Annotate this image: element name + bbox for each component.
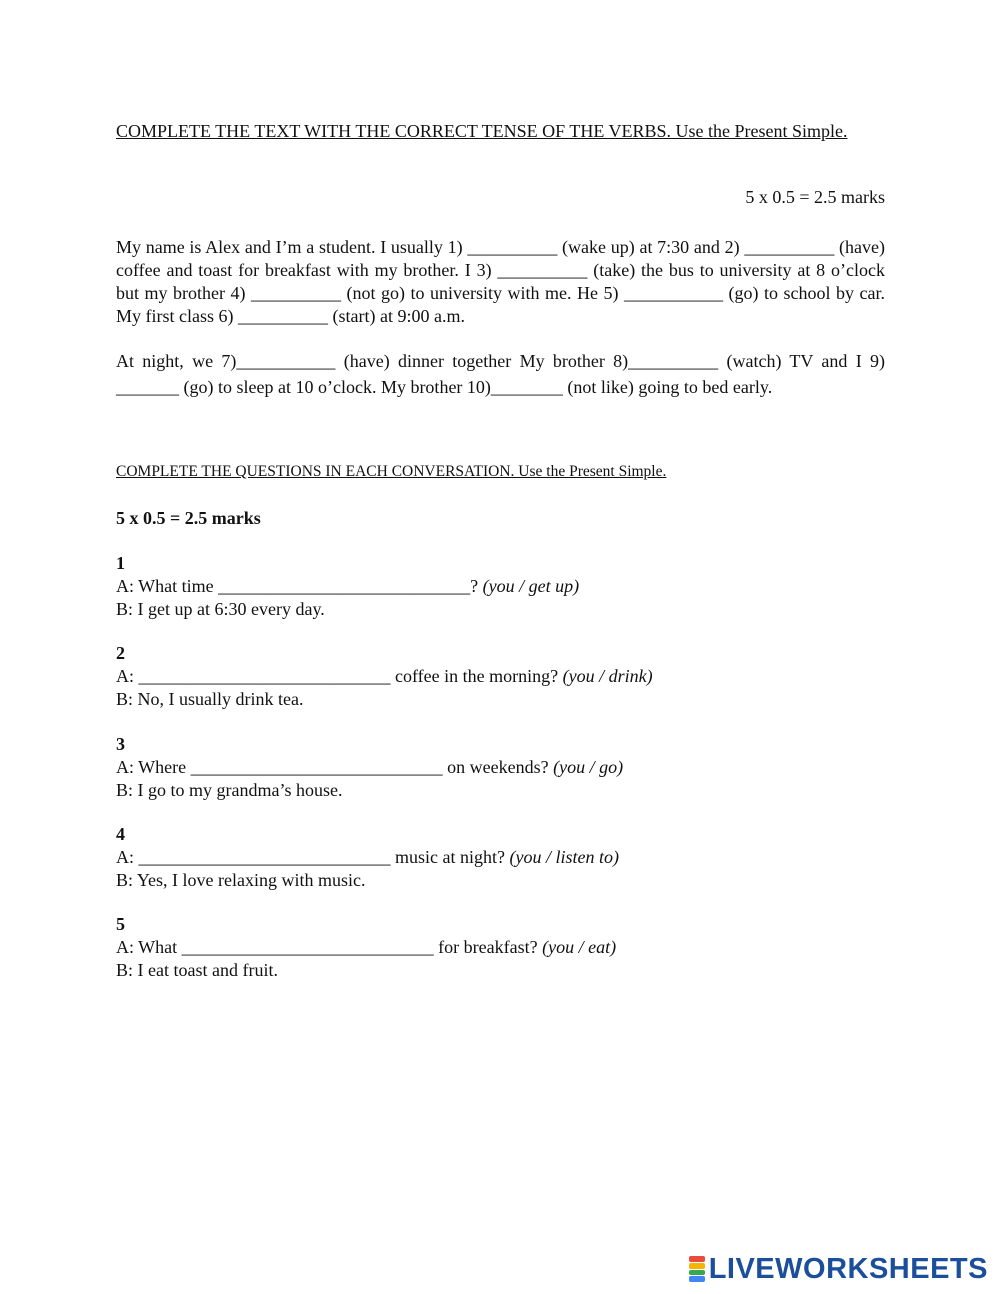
question-line-a [116, 846, 886, 869]
section1-title: COMPLETE THE TEXT WITH THE CORRECT TENSE OF THE VERBS. Use the Present Simple. [116, 121, 848, 141]
question-hint: (you / drink) [562, 666, 653, 686]
question-3 [116, 733, 886, 802]
question-line-b: B: I go to my grandma’s house. [116, 780, 343, 800]
question-a-text: A: ____________________________ music at night? [116, 847, 505, 867]
question-1 [116, 552, 886, 621]
question-line-a [116, 756, 886, 779]
section1-paragraph-1: My name is Alex and I’m a student. I usually 1) __________ (wake up) at 7:30 and 2) __________ (have) coffee and toast for breakfast with my brother. I 3) __________ (take) the bus to university at 8 o’clock but my brother 4) __________ (not go) to university with me. He 5) ___________ (go) to school by car. My first class 6) __________ (start) at 9:00 a.m. [116, 237, 885, 326]
question-a-text: A: What time ____________________________? [116, 576, 479, 596]
question-line-a [116, 665, 886, 688]
question-4 [116, 823, 886, 892]
question-number: 3 [116, 734, 125, 754]
question-number: 4 [116, 824, 125, 844]
question-hint: (you / eat) [542, 937, 617, 957]
question-5 [116, 913, 886, 982]
section2-title: COMPLETE THE QUESTIONS IN EACH CONVERSATION. Use the Present Simple. [116, 463, 667, 480]
question-number: 2 [116, 643, 125, 663]
question-a-text: A: ____________________________ coffee in the morning? [116, 666, 559, 686]
question-line-b: B: I eat toast and fruit. [116, 960, 278, 980]
question-hint: (you / get up) [482, 576, 580, 596]
question-hint: (you / listen to) [509, 847, 619, 867]
question-line-b: B: Yes, I love relaxing with music. [116, 870, 366, 890]
section1-marks: 5 x 0.5 = 2.5 marks [745, 187, 885, 207]
liveworksheets-logo-icon [689, 1256, 705, 1282]
question-line-a [116, 575, 886, 598]
liveworksheets-logo [689, 1254, 988, 1284]
question-a-text: A: Where ____________________________ on weekends? [116, 757, 549, 777]
question-number: 5 [116, 914, 125, 934]
question-line-b: B: I get up at 6:30 every day. [116, 599, 325, 619]
logo-text: LIVEWORKSHEETS [708, 1252, 988, 1285]
section1-paragraph-2: At night, we 7)___________ (have) dinner together My brother 8)__________ (watch) TV and I 9) _______ (go) to sleep at 10 o’clock. My brother 10)________ (not like) going to bed early. [116, 351, 885, 397]
question-line-a [116, 936, 886, 959]
question-hint: (you / go) [553, 757, 624, 777]
question-a-text: A: What ____________________________ for breakfast? [116, 937, 538, 957]
section2-marks: 5 x 0.5 = 2.5 marks [116, 508, 261, 528]
question-number: 1 [116, 553, 125, 573]
question-2 [116, 642, 886, 711]
question-line-b: B: No, I usually drink tea. [116, 689, 304, 709]
